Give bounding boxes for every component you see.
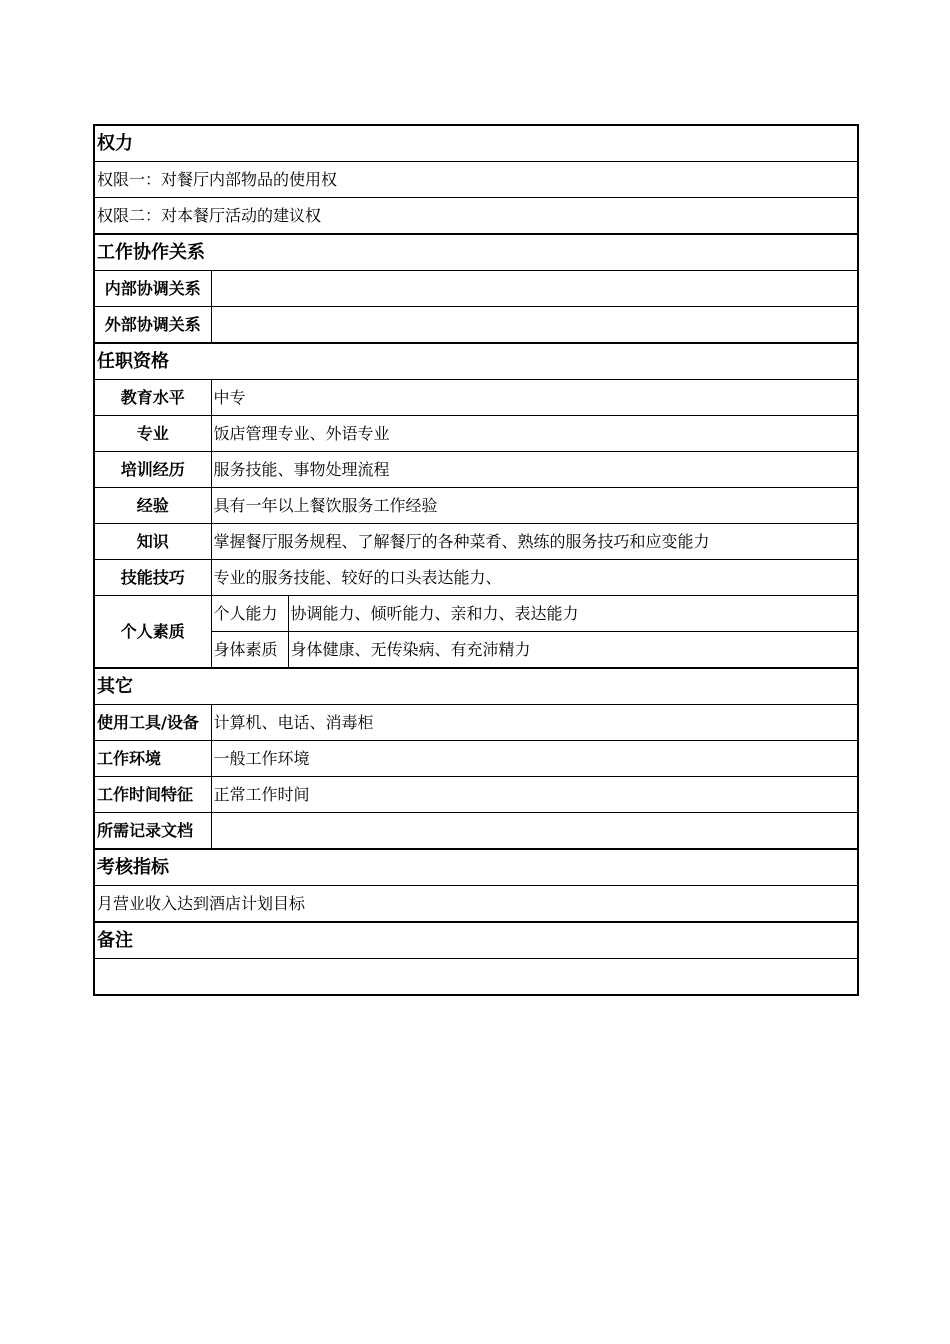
table-row [94,452,858,488]
sub-label: 个人能力 [211,596,288,632]
section-assessment [94,849,858,886]
row-label: 使用工具/设备 [94,705,211,741]
row-label: 个人素质 [94,596,211,669]
row-value [211,271,858,307]
table-row [94,524,858,560]
row-label: 工作时间特征 [94,777,211,813]
section-title: 工作协作关系 [94,234,858,271]
sub-label: 身体素质 [211,632,288,669]
row-value: 专业的服务技能、较好的口头表达能力、 [211,560,858,596]
row-value: 协调能力、倾听能力、亲和力、表达能力 [288,596,858,632]
table-row [94,307,858,344]
table-row [94,959,858,996]
table-row [94,596,858,632]
row-value [211,307,858,344]
row-value: 服务技能、事物处理流程 [211,452,858,488]
row-label: 外部协调关系 [94,307,211,344]
table-row [94,705,858,741]
row-label: 内部协调关系 [94,271,211,307]
table-row [94,886,858,923]
authority-item: 权限一：对餐厅内部物品的使用权 [94,162,858,198]
row-label: 教育水平 [94,380,211,416]
table-row [94,380,858,416]
section-notes [94,922,858,959]
notes-value [94,959,858,996]
row-label: 经验 [94,488,211,524]
section-authority [94,125,858,162]
table-row [94,198,858,235]
job-description-table [93,124,859,996]
row-value: 具有一年以上餐饮服务工作经验 [211,488,858,524]
table-row [94,416,858,452]
row-label: 专业 [94,416,211,452]
section-title: 其它 [94,668,858,705]
row-value: 掌握餐厅服务规程、了解餐厅的各种菜肴、熟练的服务技巧和应变能力 [211,524,858,560]
row-label: 培训经历 [94,452,211,488]
row-value: 饭店管理专业、外语专业 [211,416,858,452]
row-label: 知识 [94,524,211,560]
table-row [94,271,858,307]
row-value: 正常工作时间 [211,777,858,813]
row-value [211,813,858,850]
assessment-value: 月营业收入达到酒店计划目标 [94,886,858,923]
row-label: 技能技巧 [94,560,211,596]
section-title: 任职资格 [94,343,858,380]
section-others [94,668,858,705]
table-row [94,488,858,524]
row-value: 一般工作环境 [211,741,858,777]
authority-item: 权限二：对本餐厅活动的建议权 [94,198,858,235]
table-row [94,777,858,813]
section-title: 权力 [94,125,858,162]
row-label: 工作环境 [94,741,211,777]
table-row [94,560,858,596]
section-title: 备注 [94,922,858,959]
table-row [94,813,858,850]
table-row [94,741,858,777]
section-relations [94,234,858,271]
row-value: 中专 [211,380,858,416]
row-value: 身体健康、无传染病、有充沛精力 [288,632,858,669]
row-value: 计算机、电话、消毒柜 [211,705,858,741]
section-qualifications [94,343,858,380]
section-title: 考核指标 [94,849,858,886]
row-label: 所需记录文档 [94,813,211,850]
table-row [94,162,858,198]
